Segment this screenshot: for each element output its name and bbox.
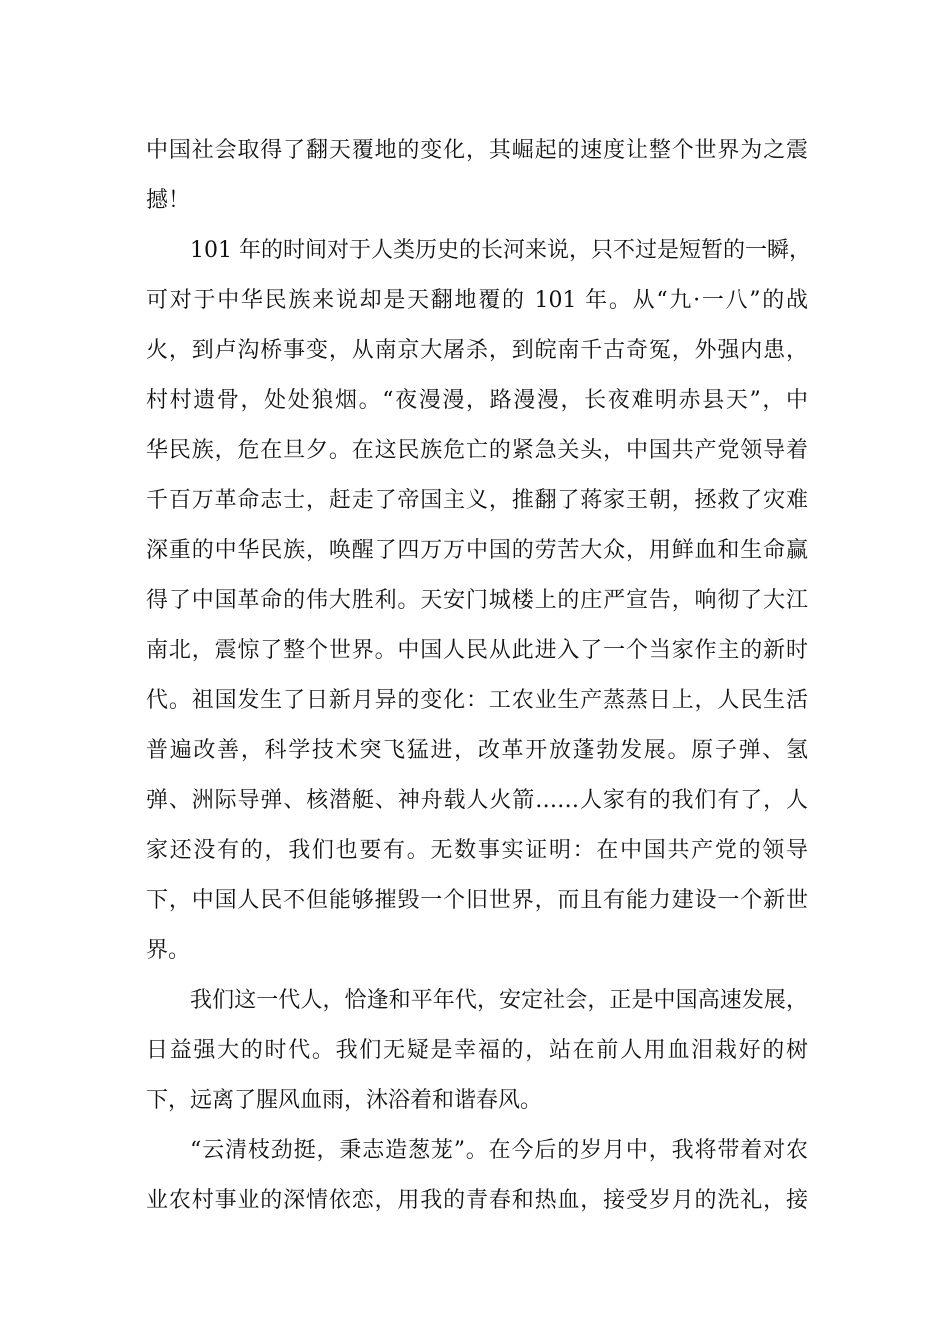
document-body <box>146 126 811 1226</box>
text-line: 业农村事业的深情依恋，用我的青春和热血，接受岁月的洗礼，接 <box>146 1188 808 1213</box>
text-line: 日益强大的时代。我们无疑是幸福的，站在前人用血泪栽好的树 <box>146 1038 808 1063</box>
text-line: 得了中国革命的伟大胜利。天安门城楼上的庄严宣告，响彻了大江 <box>146 588 808 613</box>
paragraph-2 <box>146 226 811 976</box>
paragraph-1 <box>146 126 808 226</box>
text-line: 下，中国人民不但能够摧毁一个旧世界，而且有能力建设一个新世 <box>146 888 808 913</box>
text-line: 下，远离了腥风血雨，沐浴着和谐春风。 <box>146 1088 543 1113</box>
text-line: 界。 <box>146 938 191 963</box>
paragraph-3 <box>146 976 808 1126</box>
text-line: 深重的中华民族，唤醒了四万万中国的劳苦大众，用鲜血和生命赢 <box>146 538 808 563</box>
text-line: 撼！ <box>146 188 191 213</box>
text-line: 代。祖国发生了日新月异的变化：工农业生产蒸蒸日上，人民生活 <box>146 688 808 713</box>
text-line: 101 年的时间对于人类历史的长河来说，只不过是短暂的一瞬， <box>190 238 811 263</box>
text-line: 家还没有的，我们也要有。无数事实证明：在中国共产党的领导 <box>146 838 808 863</box>
text-line: 我们这一代人，恰逢和平年代，安定社会，正是中国高速发展， <box>190 988 808 1013</box>
text-line: 南北，震惊了整个世界。中国人民从此进入了一个当家作主的新时 <box>146 638 808 663</box>
text-line: 火，到卢沟桥事变，从南京大屠杀，到皖南千古奇冤，外强内患， <box>146 338 808 363</box>
text-line: 村村遗骨，处处狼烟。“夜漫漫，路漫漫，长夜难明赤县天”，中 <box>146 388 808 413</box>
text-line: 中国社会取得了翻天覆地的变化，其崛起的速度让整个世界为之震 <box>146 138 808 163</box>
text-line: 华民族，危在旦夕。在这民族危亡的紧急关头，中国共产党领导着 <box>146 438 808 463</box>
paragraph-4 <box>146 1126 808 1226</box>
text-line: 弹、洲际导弹、核潜艇、神舟载人火箭……人家有的我们有了，人 <box>146 788 808 813</box>
text-line: 千百万革命志士，赶走了帝国主义，推翻了蒋家王朝，拯救了灾难 <box>146 488 808 513</box>
text-line: “云清枝劲挺，秉志造葱茏”。在今后的岁月中，我将带着对农 <box>190 1138 808 1163</box>
text-line: 可对于中华民族来说却是天翻地覆的 101 年。从“九·一八”的战 <box>146 288 808 313</box>
text-line: 普遍改善，科学技术突飞猛进，改革开放蓬勃发展。原子弹、氢 <box>146 738 808 763</box>
